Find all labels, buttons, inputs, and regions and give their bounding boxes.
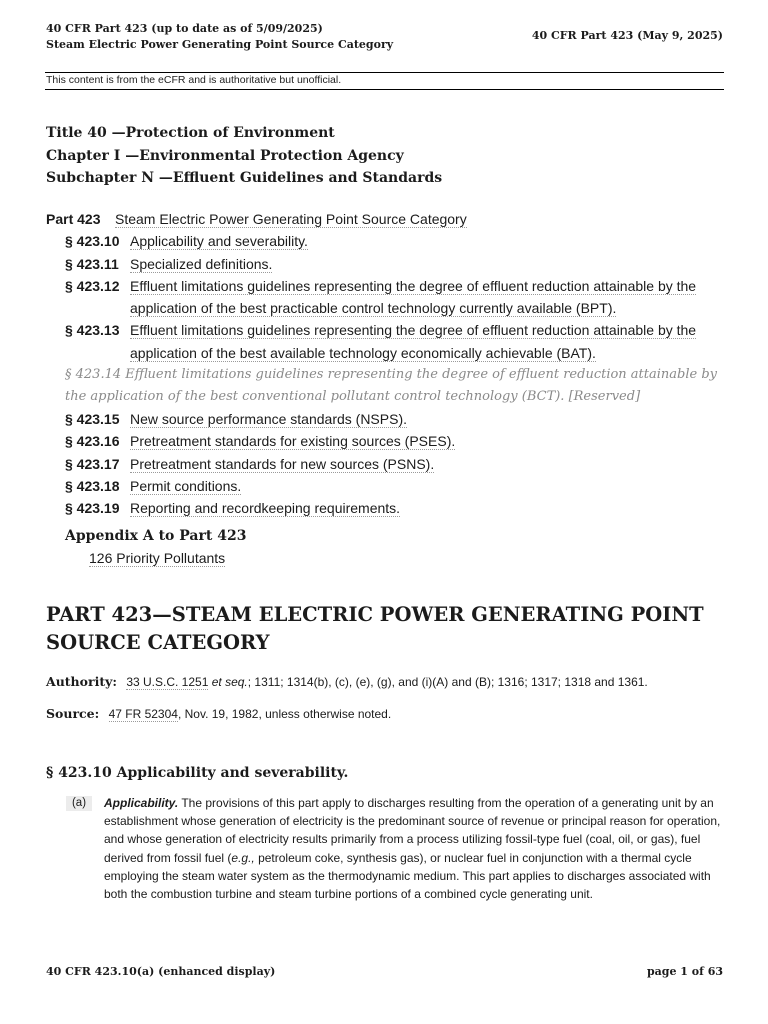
header-doc-title: 40 CFR Part 423 (up to date as of 5/09/2025) bbox=[46, 22, 323, 35]
authority-usc-link[interactable]: 33 U.S.C. 1251 bbox=[126, 675, 209, 689]
paragraph-heading: Applicability. bbox=[104, 796, 179, 810]
toc-section-number: § 423.16 bbox=[65, 433, 120, 450]
toc-section-number: § 423.18 bbox=[65, 477, 120, 494]
toc-section-row[interactable] bbox=[46, 230, 726, 252]
toc-section-row[interactable] bbox=[46, 275, 726, 320]
toc-section-link[interactable]: Reporting and recordkeeping requirements. bbox=[130, 500, 401, 517]
toc-section-link[interactable]: Permit conditions. bbox=[130, 477, 242, 494]
authority-notice: This content is from the eCFR and is authoritative but unofficial. bbox=[46, 74, 342, 86]
toc-section-number: § 423.11 bbox=[65, 255, 119, 272]
header-part-name: Steam Electric Power Generating Point Source Category bbox=[46, 38, 394, 51]
header-divider-bottom bbox=[45, 89, 724, 90]
running-header bbox=[46, 21, 393, 53]
toc-part-row[interactable] bbox=[46, 208, 726, 230]
toc-section-link[interactable]: Effluent limitations guidelines representing the degree of effluent reduction attainable by the application of the best available technology economically achievable (BAT). bbox=[130, 322, 697, 361]
paragraph-marker[interactable]: (a) bbox=[66, 796, 92, 811]
toc-section-row[interactable] bbox=[46, 253, 726, 275]
paragraph-body bbox=[104, 794, 721, 903]
toc-part-label: Part 423 bbox=[46, 211, 101, 227]
paragraph-eg: e.g., bbox=[231, 850, 255, 865]
hierarchy bbox=[46, 122, 442, 190]
toc-section-row[interactable] bbox=[46, 430, 726, 452]
header-divider-top bbox=[45, 72, 724, 73]
toc-appendix-label: Appendix A to Part 423 bbox=[65, 527, 247, 544]
header-date: 40 CFR Part 423 (May 9, 2025) bbox=[531, 29, 723, 42]
toc-section-number: § 423.10 bbox=[65, 233, 120, 250]
source-label: Source: bbox=[46, 706, 100, 721]
authority-et-seq: et seq. bbox=[211, 675, 248, 689]
title-heading: Title 40 —Protection of Environment bbox=[46, 125, 335, 141]
toc-section-row[interactable] bbox=[46, 475, 726, 497]
toc-section-link[interactable]: Effluent limitations guidelines representing the degree of effluent reduction attainable by the application of the best practicable control technology currently available (BPT). bbox=[130, 277, 697, 317]
authority-label: Authority: bbox=[46, 674, 117, 689]
section-heading: § 423.10 Applicability and severability. bbox=[46, 765, 349, 781]
authority-line bbox=[46, 674, 648, 689]
paragraph-a bbox=[66, 794, 726, 903]
toc-section-number: § 423.15 bbox=[65, 411, 120, 428]
source-fr-link[interactable]: 47 FR 52304 bbox=[108, 707, 178, 721]
toc-section-row[interactable] bbox=[46, 497, 726, 519]
toc-section-link[interactable]: Pretreatment standards for new sources (PSNS). bbox=[130, 455, 435, 472]
part-title: PART 423—STEAM ELECTRIC POWER GENERATING POINT SOURCE CATEGORY bbox=[46, 603, 704, 654]
authority-citations: ; 1311; 1314(b), (c), (e), (g), and (i)(A) and (B); 1316; 1317; 1318 and 1361. bbox=[247, 675, 648, 689]
toc-section-number: § 423.12 bbox=[65, 277, 120, 294]
footer-page-number: page 1 of 63 bbox=[646, 965, 723, 978]
paragraph-text-1: The provisions of this part apply to discharges resulting from the operation of a generating unit by an establishment whose generation of electricity is the predominant source of revenue or principal reason for operation, and whose generation of electricity results primarily from a process utilizing fossil-type fuel (coal, oil, or gas), fuel derived from fossil fuel ( bbox=[104, 796, 721, 865]
toc-section-link[interactable]: Pretreatment standards for existing sources (PSES). bbox=[130, 433, 456, 450]
toc-section-number: § 423.19 bbox=[65, 500, 120, 517]
toc-section-link[interactable]: Applicability and severability. bbox=[130, 233, 308, 250]
source-line bbox=[46, 706, 391, 721]
footer-citation: 40 CFR 423.10(a) (enhanced display) bbox=[46, 965, 276, 978]
toc-appendix-link[interactable]: 126 Priority Pollutants bbox=[89, 549, 226, 566]
chapter-heading: Chapter I —Environmental Protection Agency bbox=[46, 147, 404, 164]
table-of-contents bbox=[46, 208, 726, 569]
toc-section-row[interactable] bbox=[46, 453, 726, 475]
toc-section-row[interactable] bbox=[46, 408, 726, 430]
toc-section-number: § 423.17 bbox=[65, 455, 120, 472]
paragraph-text-2: petroleum coke, synthesis gas), or nuclear fuel in conjunction with a thermal cycle employing the steam water system as the thermodynamic medium. This part applies to discharges associated with both the combustion turbine and steam turbine portions of a combined cycle generating unit. bbox=[104, 850, 711, 902]
toc-part-link[interactable]: Steam Electric Power Generating Point Source Category bbox=[115, 211, 467, 227]
toc-section-row[interactable] bbox=[46, 319, 726, 364]
subchapter-heading: Subchapter N —Effluent Guidelines and Standards bbox=[46, 170, 443, 186]
toc-section-link[interactable]: Specialized definitions. bbox=[130, 255, 273, 272]
toc-reserved-section: § 423.14 Effluent limitations guidelines representing the degree of effluent reduction attainable by the application of the best conventional pollutant control technology (BCT). [Reserved] bbox=[65, 367, 718, 405]
toc-section-number: § 423.13 bbox=[65, 322, 120, 339]
toc-section-link[interactable]: New source performance standards (NSPS). bbox=[130, 411, 407, 428]
source-date: , Nov. 19, 1982, unless otherwise noted. bbox=[177, 707, 392, 721]
